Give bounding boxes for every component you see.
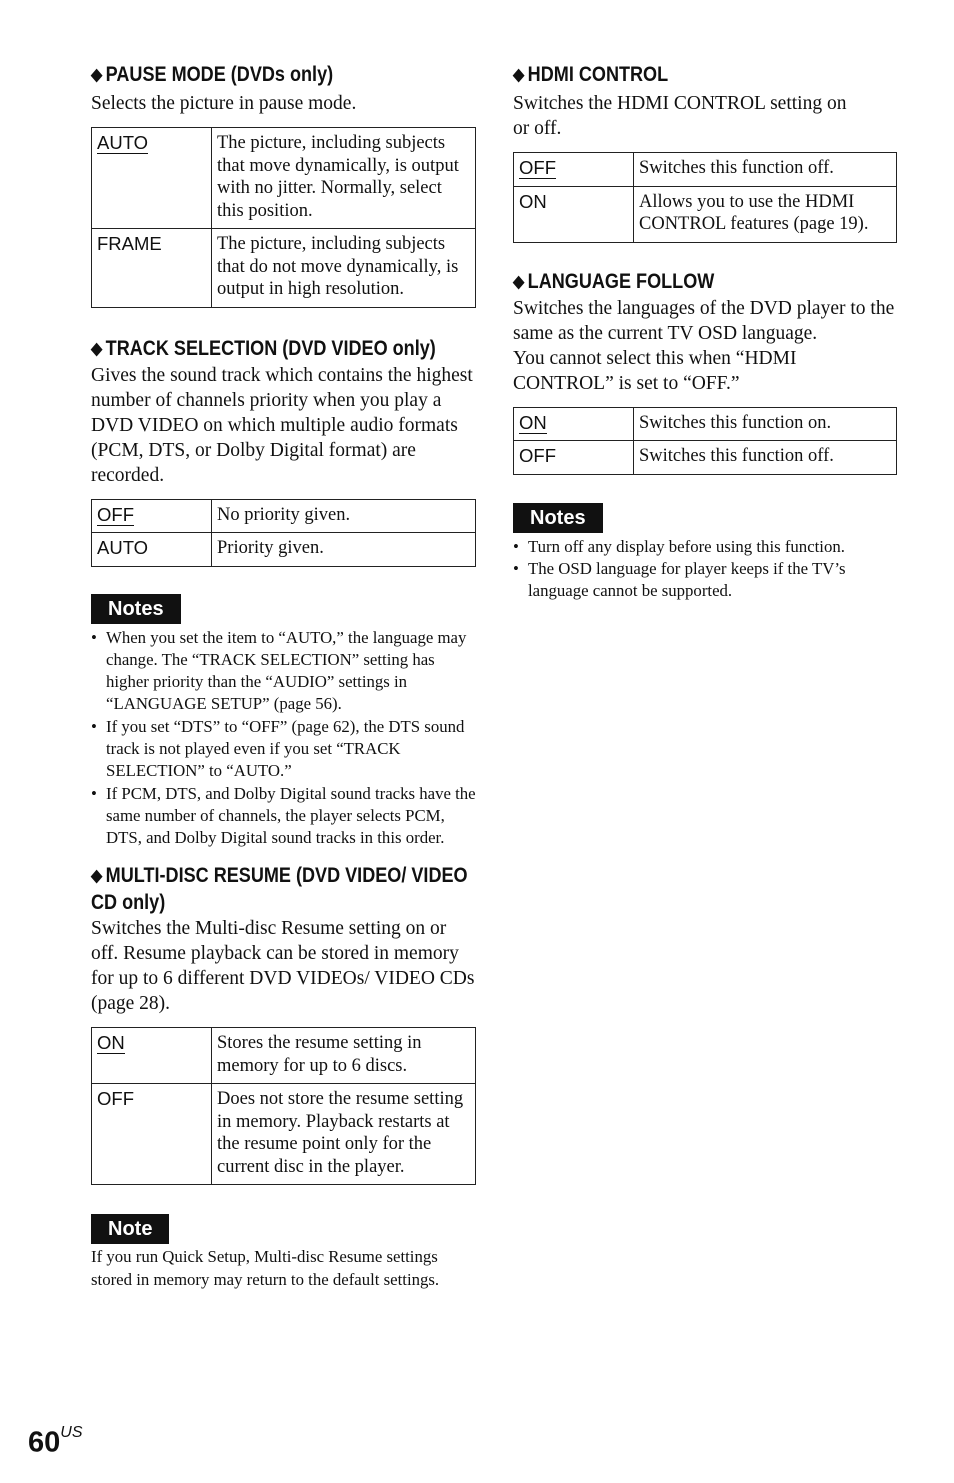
- option-value: Stores the resume setting in memory for up to 6 discs.: [212, 1028, 476, 1084]
- table-row: [92, 128, 476, 229]
- list-item: • If you set “DTS” to “OFF” (page 62), the DTS sound track is not played even if you set “TRACK SELECTION” to “AUTO.”: [91, 716, 476, 783]
- notes-list: [513, 536, 897, 603]
- table-row: [514, 186, 897, 242]
- right-column: [513, 62, 897, 602]
- option-value: Switches this function off.: [634, 441, 897, 475]
- pause-mode-table: [91, 127, 476, 308]
- language-follow-section: [513, 269, 897, 603]
- option-key: OFF: [514, 441, 634, 475]
- page-region-suffix: US: [60, 1424, 83, 1441]
- track-selection-description: Gives the sound track which contains the highest number of channels priority when you play a DVD VIDEO on which multiple audio formats (PCM, DTS, or Dolby Digital format) are recorded.: [91, 364, 473, 486]
- option-key: AUTO: [92, 533, 212, 567]
- option-value: Does not store the resume setting in memory. Playback restarts at the resume point only for the current disc in the player.: [212, 1084, 476, 1185]
- diamond-bullet-icon: ◆: [91, 866, 103, 886]
- list-item: • If PCM, DTS, and Dolby Digital sound tracks have the same number of channels, the player selects PCM, DTS, and Dolby Digital sound tracks in this order.: [91, 783, 476, 850]
- multi-disc-description: Switches the Multi-disc Resume setting on or off. Resume playback can be stored in memory for up to 6 different DVD VIDEOs/ VIDEO CDs (page 28).: [91, 918, 475, 1015]
- table-row: [92, 1028, 476, 1084]
- table-row: [92, 229, 476, 308]
- list-item: • When you set the item to “AUTO,” the language may change. The “TRACK SELECTION” setting has higher priority than the “AUDIO” settings in “LANGUAGE SETUP” (page 56).: [91, 627, 476, 716]
- option-key: FRAME: [92, 229, 212, 308]
- pause-mode-heading: ◆ PAUSE MODE (DVDs only): [91, 63, 334, 86]
- note-badge: Note: [91, 1214, 169, 1244]
- hdmi-control-table: [513, 152, 897, 243]
- multi-disc-table: [91, 1027, 476, 1185]
- table-row: [92, 533, 476, 567]
- multi-disc-heading: ◆ MULTI-DISC RESUME (DVD VIDEO/ VIDEO CD only): [91, 864, 468, 915]
- option-key: ON: [514, 407, 634, 441]
- track-selection-table: [91, 499, 476, 567]
- pause-mode-section: [91, 62, 476, 308]
- track-selection-heading: ◆ TRACK SELECTION (DVD VIDEO only): [91, 336, 436, 360]
- table-row: [514, 441, 897, 475]
- table-row: [92, 499, 476, 533]
- option-value: Switches this function on.: [634, 407, 897, 441]
- option-value: Allows you to use the HDMI CONTROL features (page 19).: [634, 186, 897, 242]
- option-key: AUTO: [92, 128, 212, 229]
- track-selection-section: [91, 336, 476, 850]
- diamond-bullet-icon: ◆: [91, 338, 103, 358]
- hdmi-control-section: [513, 62, 897, 243]
- option-key: ON: [92, 1028, 212, 1084]
- notes-badge: Notes: [91, 594, 181, 624]
- option-value: No priority given.: [212, 499, 476, 533]
- diamond-bullet-icon: ◆: [513, 65, 525, 84]
- option-key: OFF: [92, 499, 212, 533]
- table-row: [514, 407, 897, 441]
- pause-mode-description: Selects the picture in pause mode.: [91, 93, 357, 114]
- hdmi-control-description: Switches the HDMI CONTROL setting on or off.: [513, 93, 847, 139]
- notes-badge: Notes: [513, 503, 603, 533]
- table-row: [92, 1084, 476, 1185]
- diamond-bullet-icon: ◆: [513, 271, 525, 291]
- option-value: The picture, including subjects that do not move dynamically, is output in high resolution.: [212, 229, 476, 308]
- option-value: Priority given.: [212, 533, 476, 567]
- option-key: OFF: [514, 153, 634, 187]
- note-text: If you run Quick Setup, Multi-disc Resume settings stored in memory may return to the default settings.: [91, 1247, 440, 1289]
- diamond-bullet-icon: ◆: [91, 65, 103, 84]
- language-follow-restriction: You cannot select this when “HDMI CONTROL” is set to “OFF.”: [513, 347, 797, 394]
- option-value: Switches this function off.: [634, 153, 897, 187]
- multi-disc-section: [91, 863, 476, 1291]
- option-key: OFF: [92, 1084, 212, 1185]
- left-column: [91, 62, 476, 1291]
- hdmi-control-heading: ◆ HDMI CONTROL: [513, 63, 669, 86]
- language-follow-table: [513, 407, 897, 475]
- table-row: [514, 153, 897, 187]
- page-number: $60^{US}$: [28, 1424, 83, 1459]
- notes-list: [91, 627, 476, 850]
- language-follow-heading: ◆ LANGUAGE FOLLOW: [513, 269, 715, 293]
- option-value: The picture, including subjects that move dynamically, is output with no jitter. Normally, select this position.: [212, 128, 476, 229]
- option-key: ON: [514, 186, 634, 242]
- list-item: • Turn off any display before using this function.: [513, 536, 897, 558]
- list-item: • The OSD language for player keeps if the TV’s language cannot be supported.: [513, 558, 897, 603]
- language-follow-description: Switches the languages of the DVD player to the same as the current TV OSD language.: [513, 297, 895, 344]
